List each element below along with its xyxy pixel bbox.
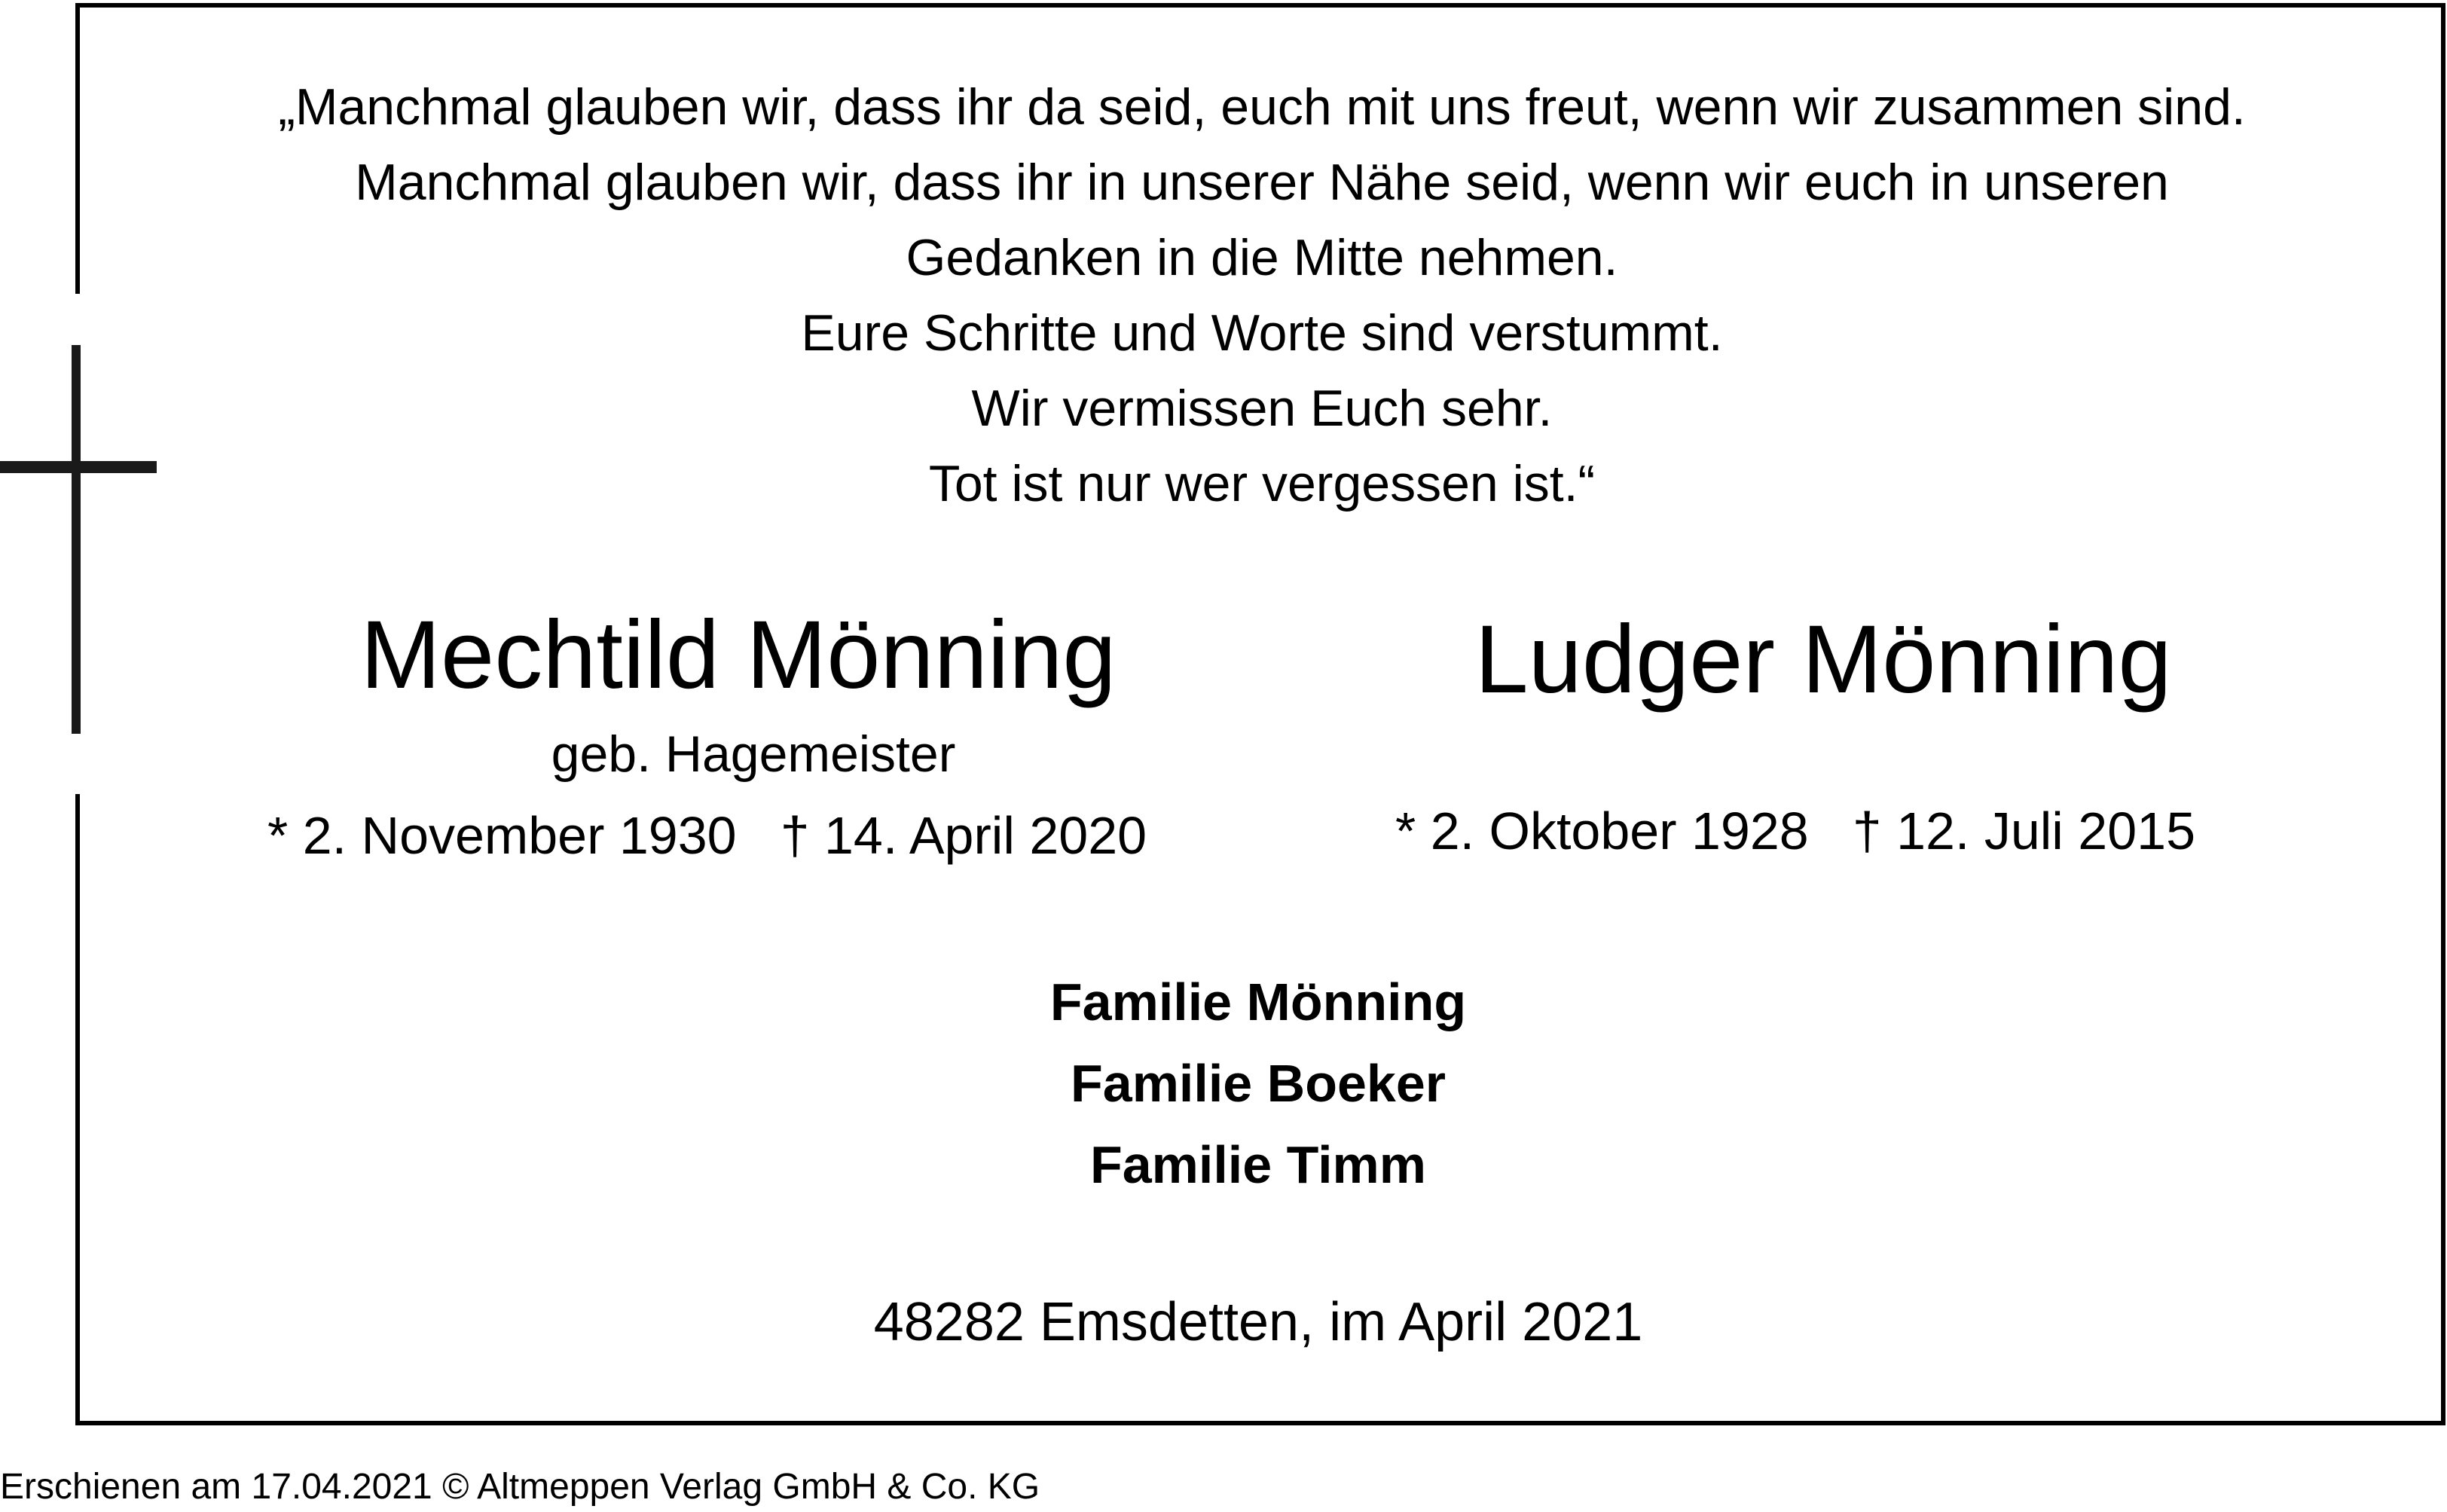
family-name: Familie Timm: [1089, 1135, 1427, 1194]
life-dates-ludger: [1395, 797, 2195, 865]
place-and-date: 48282 Emsdetten, im April 2021: [873, 1292, 1643, 1352]
quote-line: „Manchmal glauben wir, dass ihr da seid, euch mit uns freut, wenn wir zusammen sind.: [278, 78, 2246, 136]
publication-footer: Erschienen am 17.04.2021 © Altmeppen Verlag GmbH & Co. KG: [0, 1467, 1040, 1507]
family-name: Familie Mönning: [1049, 973, 1467, 1031]
quote-line: Manchmal glauben wir, dass ihr in unserer Nähe seid, wenn wir euch in unseren: [355, 154, 2169, 211]
death-date: † 14. April 2020: [780, 806, 1147, 865]
maiden-name: geb. Hagemeister: [551, 725, 956, 783]
family-name: Familie Boeker: [1071, 1054, 1446, 1113]
quote-line: Tot ist nur wer vergessen ist.“: [928, 455, 1596, 512]
death-date: † 12. Juli 2015: [1852, 802, 2196, 860]
memorial-quote: [121, 69, 2403, 521]
birth-date: * 2. November 1930: [267, 806, 737, 865]
quote-line: Gedanken in die Mitte nehmen.: [906, 229, 1618, 286]
quote-line: Wir vermissen Euch sehr.: [971, 380, 1553, 437]
deceased-name-mechtild: Mechtild Mönning: [360, 601, 1117, 709]
frame-left-border-upper: [75, 3, 80, 294]
frame-top-border: [75, 3, 2445, 8]
birth-date: * 2. Oktober 1928: [1395, 802, 1809, 860]
deceased-name-ludger: Ludger Mönning: [1474, 606, 2172, 713]
frame-left-border-lower: [75, 794, 80, 1425]
quote-line: Eure Schritte und Worte sind verstummt.: [801, 304, 1723, 362]
life-dates-mechtild: [267, 802, 1147, 869]
mourning-families: [881, 961, 1635, 1205]
frame-right-border: [2441, 3, 2445, 1425]
frame-bottom-border: [75, 1421, 2445, 1425]
cross-vertical-bar: [72, 345, 81, 734]
